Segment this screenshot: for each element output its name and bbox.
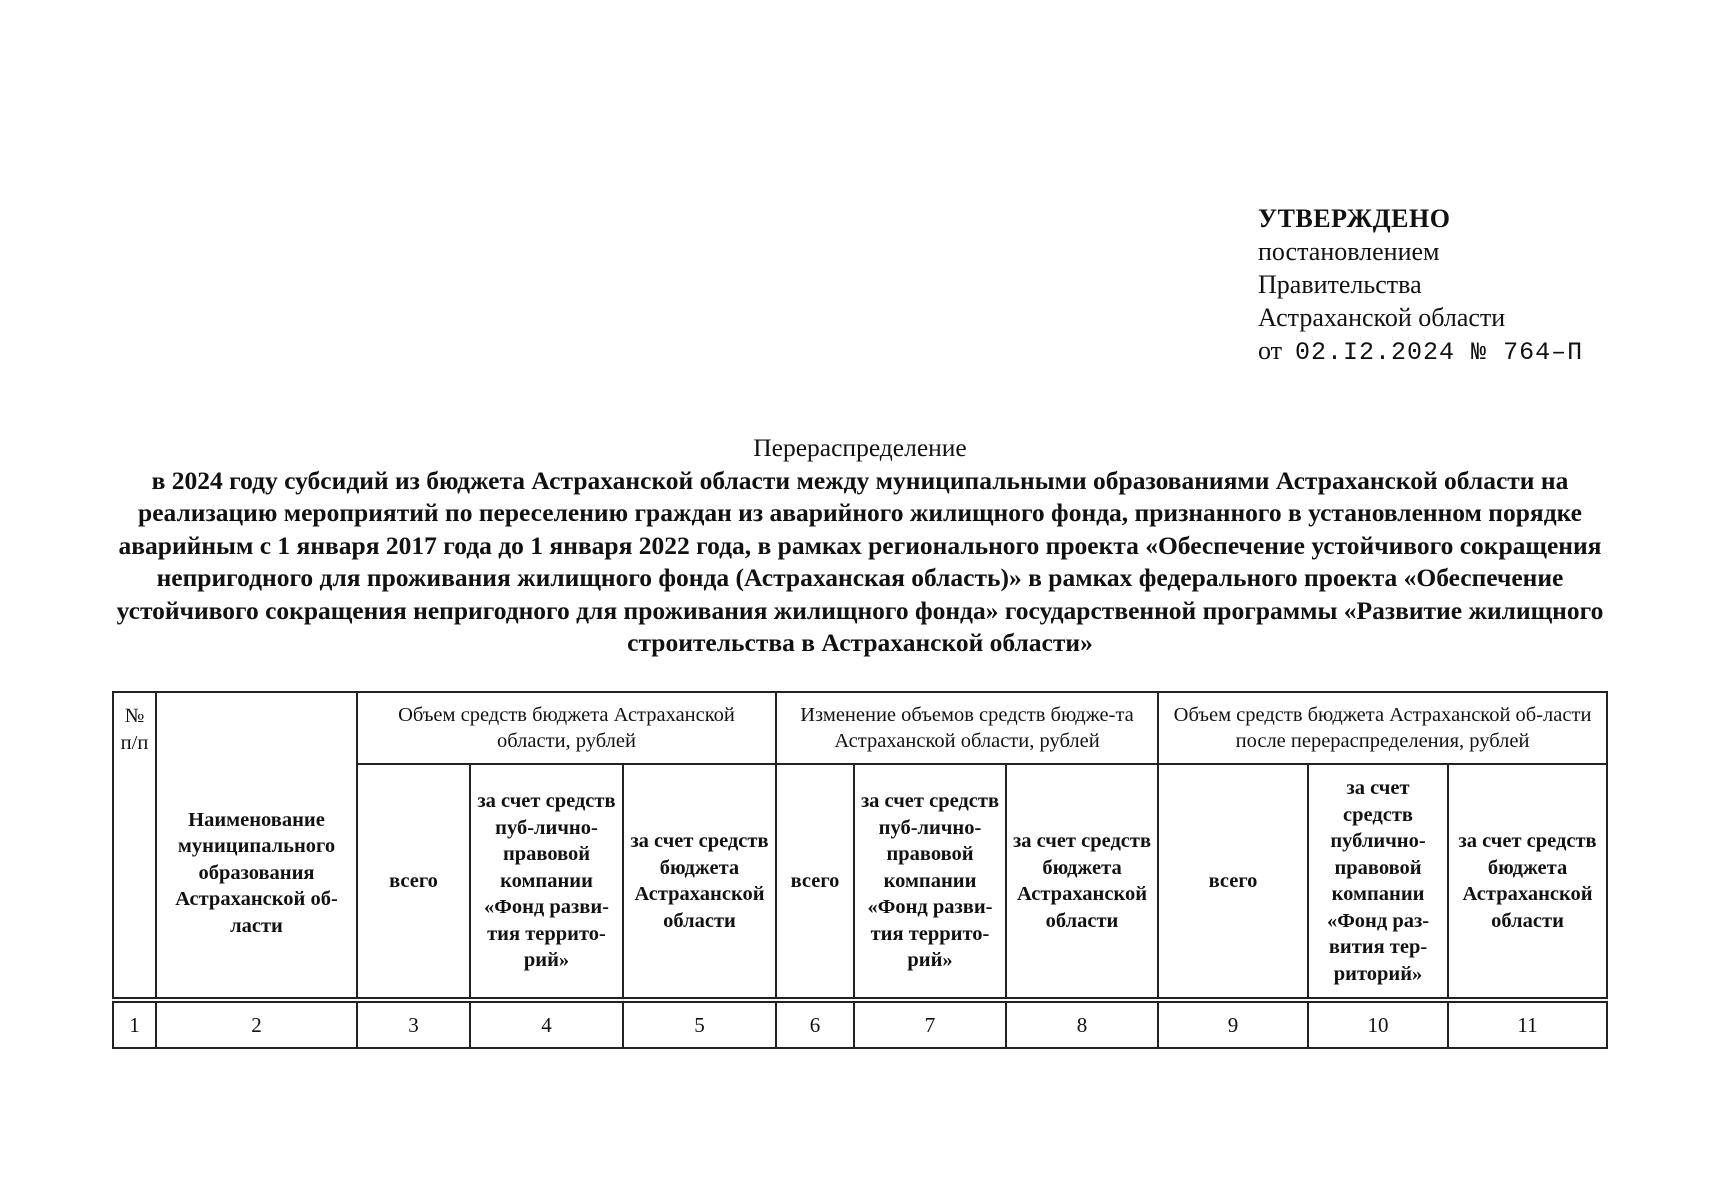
approval-date-prefix: от bbox=[1258, 336, 1283, 365]
approval-line-region: Астраханской области bbox=[1258, 303, 1506, 332]
header-g1-budget: за счет средств бюджета Астраханской области bbox=[623, 764, 776, 998]
approval-line-government: Правительства bbox=[1258, 270, 1422, 299]
header-g1-total: всего bbox=[357, 764, 470, 998]
document-title-main: Перераспределение bbox=[753, 433, 967, 462]
redistribution-table bbox=[112, 691, 1608, 1049]
column-number-cell: 4 bbox=[470, 1002, 623, 1048]
column-number-cell: 10 bbox=[1308, 1002, 1448, 1048]
column-number-cell: 9 bbox=[1158, 1002, 1308, 1048]
header-group-budget-volume: Объем средств бюджета Астраханской области, рублей bbox=[357, 692, 776, 764]
column-number-cell: 7 bbox=[854, 1002, 1006, 1048]
column-number-cell: 11 bbox=[1448, 1002, 1607, 1048]
document-title-subtitle: в 2024 году субсидий из бюджета Астраханской области между муниципальными образованиями Астраханской области на реализацию мероприятий по переселению граждан из аварийного жилищного фонда, признанного в установленном порядке аварийным с 1 января 2017 года до 1 января 2022 года, в рамках регионального проекта «Обеспечение устойчивого сокращения непригодного для проживания жилищного фонда (Астраханская область)» в рамках федерального проекта «Обеспечение устойчивого сокращения непригодного для проживания жилищного фонда» государственной программы «Развитие жилищного строительства в Астраханской области» bbox=[116, 465, 1604, 657]
column-number-cell: 3 bbox=[357, 1002, 470, 1048]
column-number-cell: 1 bbox=[113, 1002, 156, 1048]
header-g2-total: всего bbox=[776, 764, 854, 998]
table-column-numbers-row bbox=[113, 1002, 1607, 1048]
header-g3-budget: за счет средств бюджета Астраханской области bbox=[1448, 764, 1607, 998]
header-col-number: № п/п bbox=[113, 692, 156, 998]
header-g1-fund: за счет средств пуб-лично-правовой компании «Фонд разви-тия террито-рий» bbox=[470, 764, 623, 998]
approval-stamp bbox=[1258, 202, 1583, 369]
approval-date-value: 02.I2.2024 № 764–П bbox=[1295, 338, 1584, 367]
header-g2-budget: за счет средств бюджета Астраханской области bbox=[1006, 764, 1158, 998]
header-group-budget-after: Объем средств бюджета Астраханской об-ласти после перераспределения, рублей bbox=[1158, 692, 1607, 764]
column-number-cell: 2 bbox=[156, 1002, 357, 1048]
header-g2-fund: за счет средств пуб-лично-правовой компании «Фонд разви-тия террито-рий» bbox=[854, 764, 1006, 998]
header-g3-total: всего bbox=[1158, 764, 1308, 998]
column-number-cell: 6 bbox=[776, 1002, 854, 1048]
header-group-budget-change: Изменение объемов средств бюдже-та Астраханской области, рублей bbox=[776, 692, 1158, 764]
column-number-cell: 5 bbox=[623, 1002, 776, 1048]
document-title bbox=[100, 432, 1620, 660]
approval-heading: УТВЕРЖДЕНО bbox=[1258, 204, 1451, 233]
approval-date-line bbox=[1258, 334, 1583, 369]
header-g3-fund: за счет средств публично-правовой компании «Фонд раз-вития тер-риторий» bbox=[1308, 764, 1448, 998]
header-col-municipality: Наименование муниципального образования Астраханской об-ласти bbox=[156, 692, 357, 998]
column-number-cell: 8 bbox=[1006, 1002, 1158, 1048]
table-header-row-1 bbox=[113, 692, 1607, 764]
approval-line-resolution: постановлением bbox=[1258, 237, 1440, 266]
